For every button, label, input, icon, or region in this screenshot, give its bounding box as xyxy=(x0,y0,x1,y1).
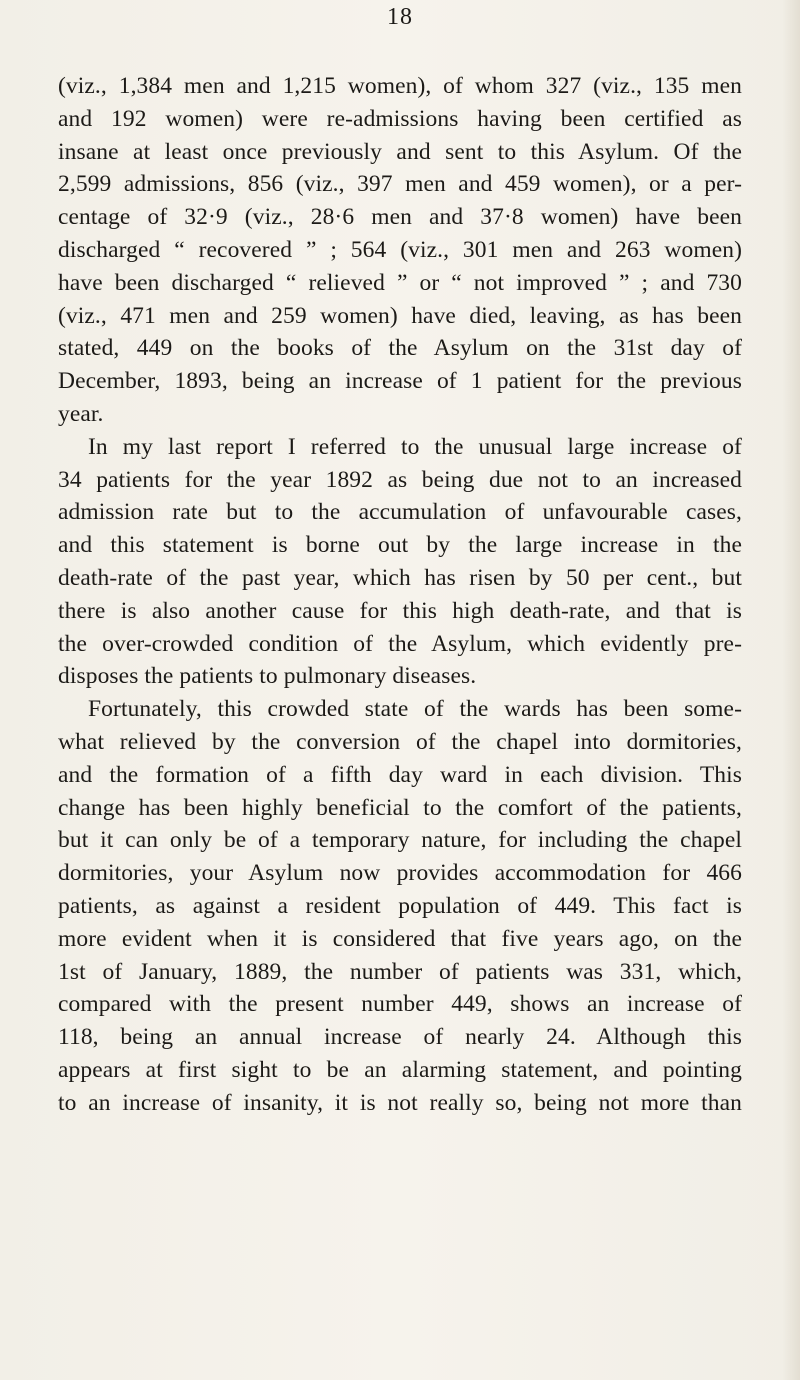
text-line: 2,599 admissions, 856 (viz., 397 men and 459 women), or a per- xyxy=(58,171,742,198)
text-line: disposes the patients to pulmonary diseases. xyxy=(58,663,477,690)
text-line: insane at least once previously and sent to this Asylum. Of the xyxy=(58,138,742,165)
text-line: compared with the present number 449, shows an increase of xyxy=(58,991,742,1018)
text-line: 1st of January, 1889, the number of patients was 331, which, xyxy=(58,958,742,985)
text-line: change has been highly beneficial to the comfort of the patients, xyxy=(58,794,742,821)
paragraph-1 xyxy=(58,70,742,431)
text-line: and 192 women) were re-admissions having been certified as xyxy=(58,105,742,132)
text-line: 118, being an annual increase of nearly 24. Although this xyxy=(58,1024,742,1051)
text-line: what relieved by the conversion of the chapel into dormitories, xyxy=(58,728,742,755)
text-line: death-rate of the past year, which has risen by 50 per cent., but xyxy=(58,564,742,591)
text-line: centage of 32·9 (viz., 28·6 men and 37·8 women) have been xyxy=(58,204,742,231)
text-line: appears at first sight to be an alarming statement, and pointing xyxy=(58,1056,742,1083)
text-line: to an increase of insanity, it is not really so, being not more than xyxy=(58,1089,742,1116)
text-line: patients, as against a resident population of 449. This fact is xyxy=(58,892,742,919)
text-line: 34 patients for the year 1892 as being due not to an increased xyxy=(58,466,742,493)
text-line: more evident when it is considered that five years ago, on the xyxy=(58,925,742,952)
text-line: have been discharged “ relieved ” or “ not improved ” ; and 730 xyxy=(58,269,742,296)
page-edge-shadow xyxy=(782,0,800,1380)
text-line: Fortunately, this crowded state of the wards has been some- xyxy=(88,696,742,723)
text-line: there is also another cause for this high death-rate, and that is xyxy=(58,597,742,624)
text-line: the over-crowded condition of the Asylum, which evidently pre- xyxy=(58,630,742,657)
text-line: stated, 449 on the books of the Asylum on the 31st day of xyxy=(58,335,742,362)
page-number: 18 xyxy=(387,4,413,30)
text-line: (viz., 471 men and 259 women) have died, leaving, as has been xyxy=(58,302,742,329)
text-line: discharged “ recovered ” ; 564 (viz., 301 men and 263 women) xyxy=(58,236,742,263)
text-line: admission rate but to the accumulation of unfavourable cases, xyxy=(58,499,742,526)
text-line: year. xyxy=(58,400,104,427)
body-text xyxy=(58,70,742,1120)
paragraph-3 xyxy=(58,693,742,1119)
paragraph-2 xyxy=(58,431,742,693)
text-line: but it can only be of a temporary nature, for including the chapel xyxy=(58,827,742,854)
text-line: In my last report I referred to the unusual large increase of xyxy=(88,433,742,460)
text-line: dormitories, your Asylum now provides accommodation for 466 xyxy=(58,860,742,887)
text-line: and this statement is borne out by the large increase in the xyxy=(58,532,742,559)
text-line: (viz., 1,384 men and 1,215 women), of whom 327 (viz., 135 men xyxy=(58,73,742,99)
text-line: December, 1893, being an increase of 1 patient for the previous xyxy=(58,368,742,395)
text-line: and the formation of a fifth day ward in each division. This xyxy=(58,761,742,788)
